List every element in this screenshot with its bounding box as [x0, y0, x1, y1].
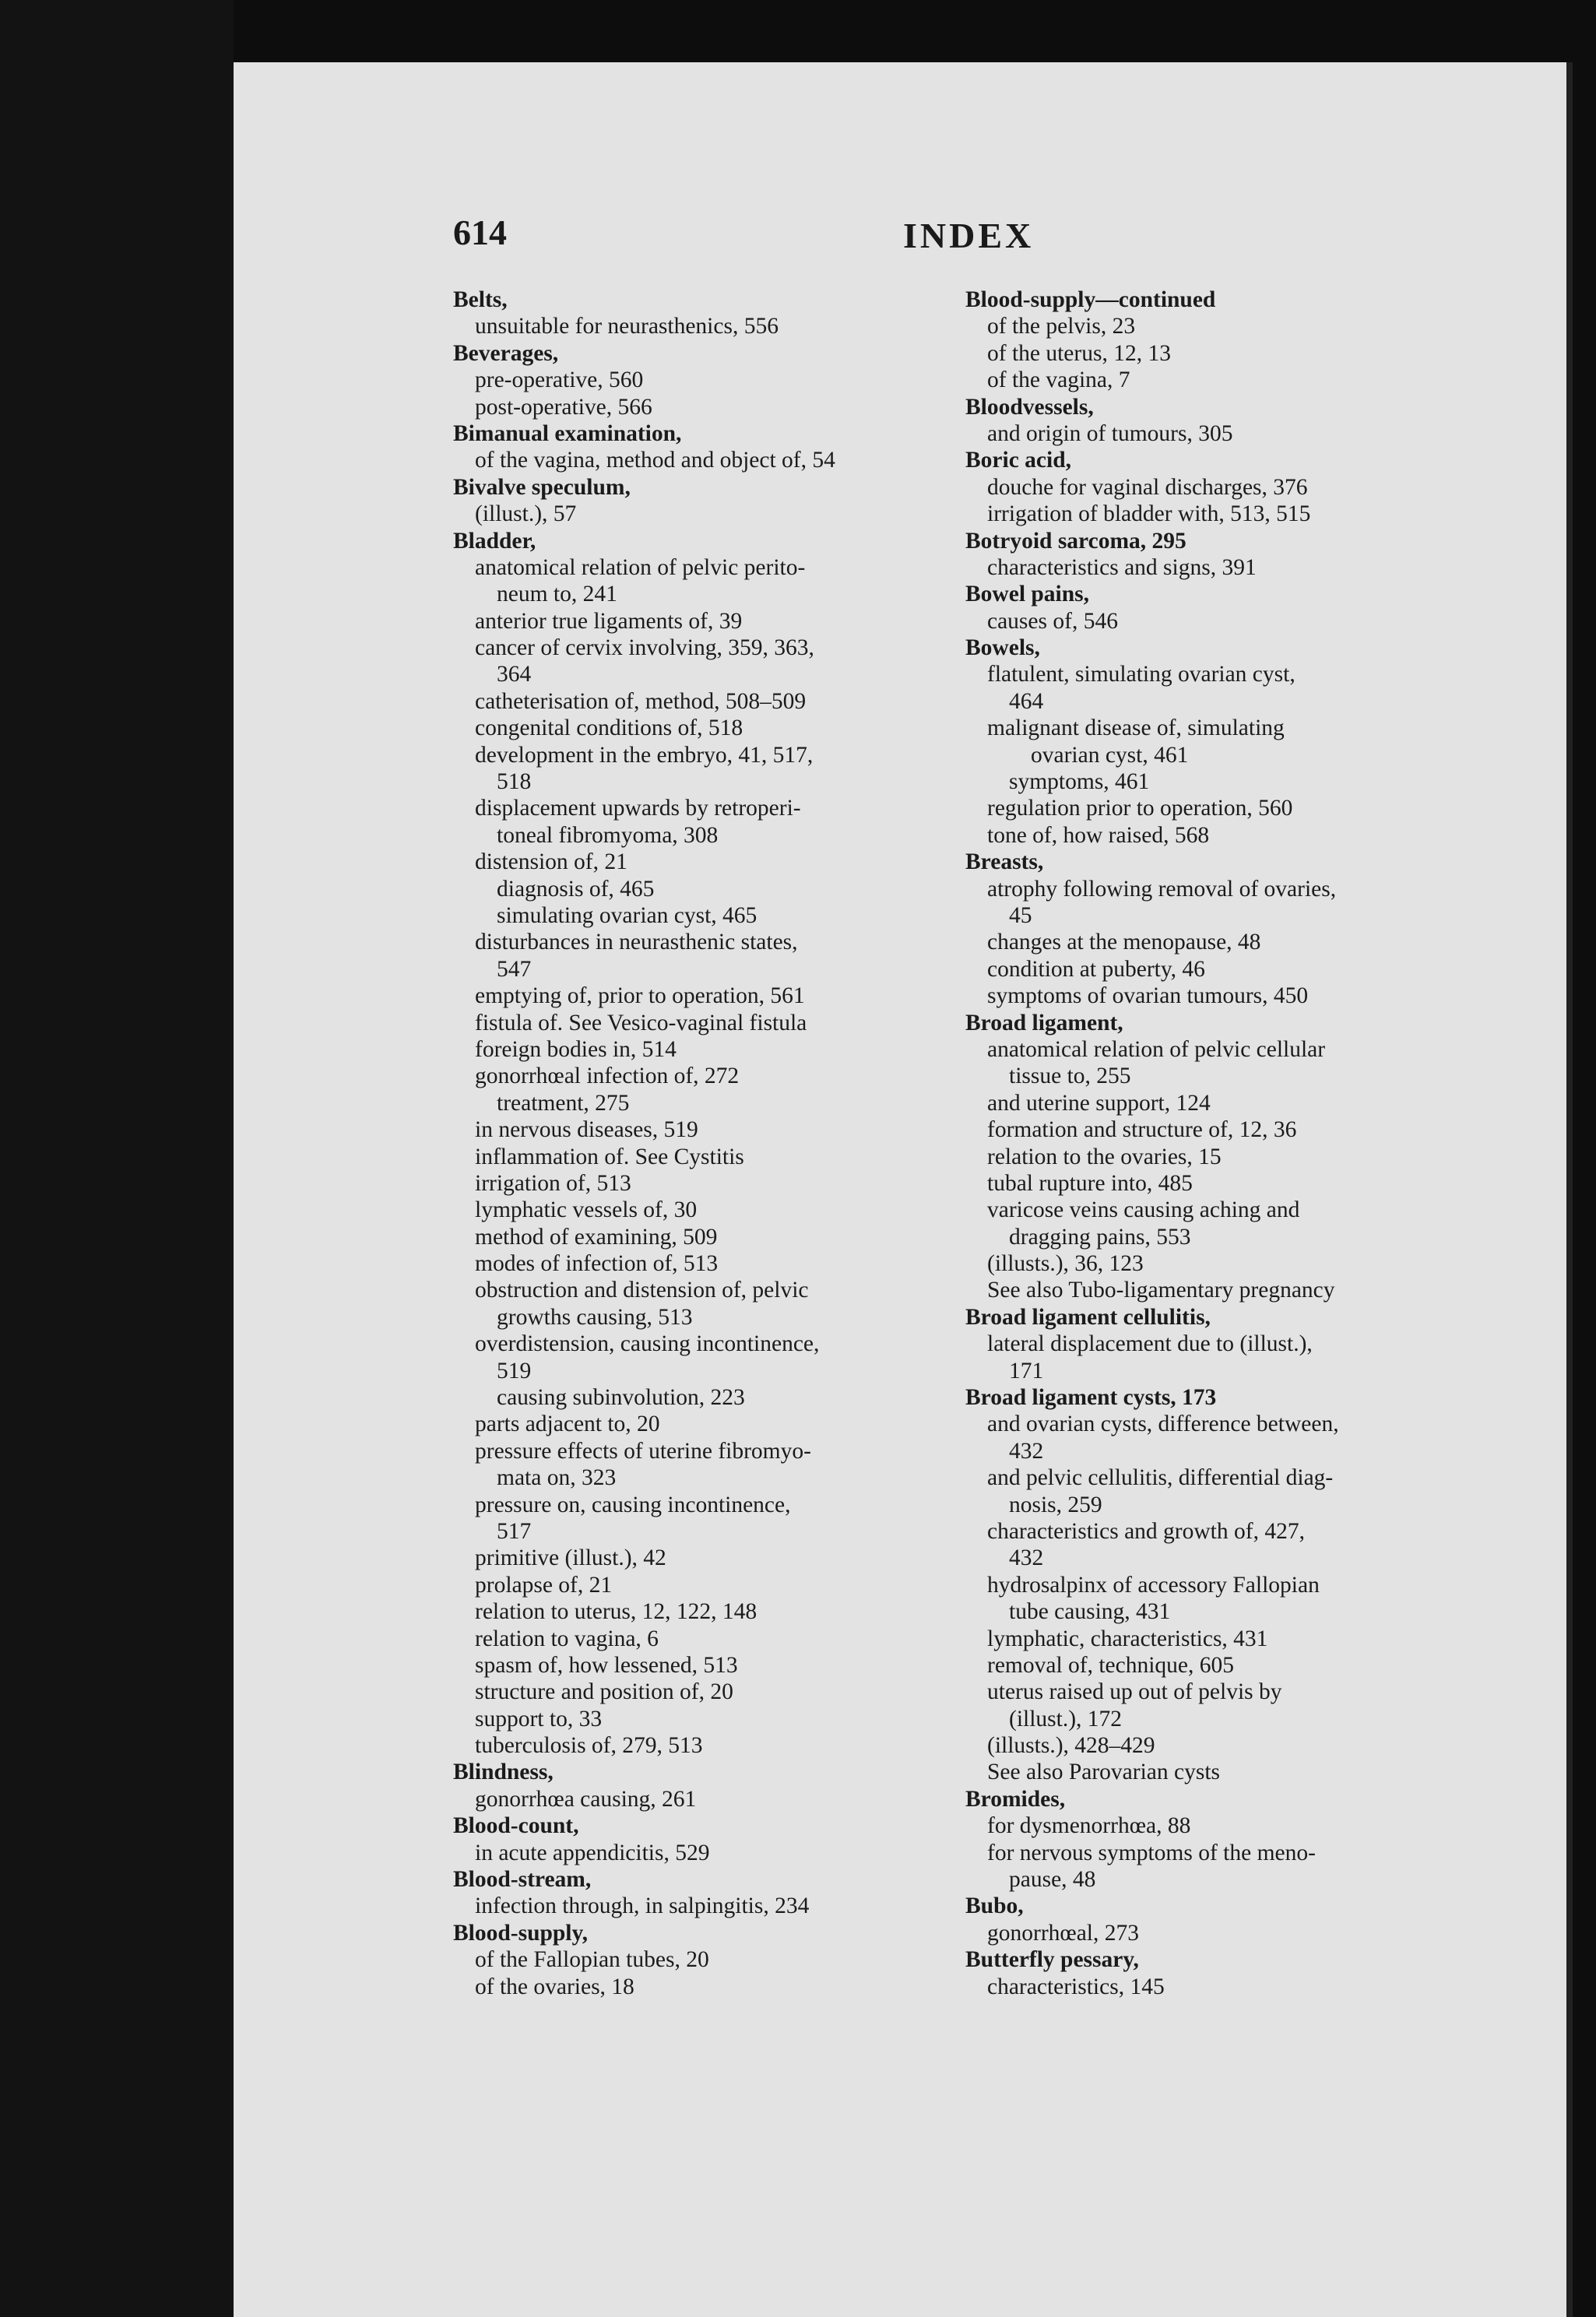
index-subentry: infection through, in salpingitis, 234	[475, 1893, 810, 1919]
index-subentry: of the vagina, method and object of, 54	[475, 448, 835, 473]
index-heading: Bivalve speculum,	[453, 474, 631, 500]
index-heading: Broad ligament,	[965, 1010, 1123, 1035]
index-subentry: spasm of, how lessened, 513	[475, 1652, 738, 1678]
index-subentry: formation and structure of, 12, 36	[987, 1117, 1297, 1143]
index-subentry: characteristics and growth of, 427,	[987, 1518, 1305, 1544]
index-subentry: (illust.), 172	[1009, 1706, 1123, 1732]
index-subentry: catheterisation of, method, 508–509	[475, 688, 807, 714]
index-subentry: disturbances in neurasthenic states,	[475, 930, 798, 955]
index-subentry: in nervous diseases, 519	[475, 1117, 698, 1143]
index-subentry: fistula of. See Vesico-vaginal fistula	[475, 1010, 807, 1035]
index-subentry: 432	[1009, 1545, 1044, 1571]
index-subentry: 364	[497, 662, 532, 687]
index-heading: Bimanual examination,	[453, 420, 682, 446]
index-subentry: mata on, 323	[497, 1465, 617, 1491]
index-subentry: growths causing, 513	[497, 1304, 693, 1330]
index-subentry: cancer of cervix involving, 359, 363,	[475, 635, 814, 661]
index-heading: Bladder,	[453, 528, 536, 554]
index-subentry: malignant disease of, simulating	[987, 715, 1285, 741]
page-number: 614	[453, 213, 507, 252]
book-page	[234, 62, 1573, 2317]
index-subentry: anterior true ligaments of, 39	[475, 608, 743, 634]
index-subentry: regulation prior to operation, 560	[987, 796, 1293, 821]
index-subentry: 464	[1009, 688, 1044, 714]
index-subentry: structure and position of, 20	[475, 1679, 733, 1705]
index-subentry: of the uterus, 12, 13	[987, 340, 1171, 366]
index-subentry: 547	[497, 956, 532, 982]
index-subentry: and ovarian cysts, difference between,	[987, 1412, 1339, 1437]
index-subentry: See also Tubo-ligamentary pregnancy	[987, 1278, 1335, 1303]
index-subentry: tubal rupture into, 485	[987, 1170, 1193, 1196]
index-column-left	[453, 287, 936, 2000]
index-subentry: nosis, 259	[1009, 1492, 1102, 1517]
index-heading: Botryoid sarcoma, 295	[965, 528, 1186, 554]
running-head: INDEX	[903, 216, 1035, 255]
index-subentry: gonorrhœal, 273	[987, 1920, 1139, 1946]
index-subentry: support to, 33	[475, 1706, 603, 1732]
index-subentry: tissue to, 255	[1009, 1064, 1131, 1089]
index-subentry: changes at the menopause, 48	[987, 930, 1261, 955]
index-subentry: development in the embryo, 41, 517,	[475, 742, 814, 768]
index-subentry: diagnosis of, 465	[497, 876, 655, 902]
index-subentry: in acute appendicitis, 529	[475, 1840, 710, 1865]
index-subentry: anatomical relation of pelvic cellular	[987, 1036, 1326, 1062]
index-subentry: modes of infection of, 513	[475, 1251, 719, 1277]
index-subentry: irrigation of bladder with, 513, 515	[987, 501, 1311, 527]
index-subentry: irrigation of, 513	[475, 1170, 631, 1196]
index-heading: Blood-supply,	[453, 1920, 588, 1946]
index-heading: Bloodvessels,	[965, 394, 1094, 420]
index-subentry: 518	[497, 769, 532, 795]
index-subentry: pressure effects of uterine fibromyo-	[475, 1438, 811, 1464]
index-subentry: foreign bodies in, 514	[475, 1036, 677, 1062]
index-heading: Broad ligament cysts, 173	[965, 1385, 1217, 1411]
index-subentry: douche for vaginal discharges, 376	[987, 474, 1308, 500]
index-heading: Blindness,	[453, 1760, 554, 1785]
index-subentry: (illusts.), 36, 123	[987, 1251, 1144, 1277]
index-subentry: emptying of, prior to operation, 561	[475, 983, 805, 1009]
index-heading: Belts,	[453, 287, 508, 312]
index-subentry: ovarian cyst, 461	[1031, 742, 1189, 768]
index-subentry: characteristics, 145	[987, 1974, 1165, 1999]
index-subentry: primitive (illust.), 42	[475, 1545, 666, 1571]
index-subentry: causes of, 546	[987, 608, 1118, 634]
index-subentry: of the vagina, 7	[987, 367, 1130, 393]
index-subentry: lymphatic vessels of, 30	[475, 1197, 698, 1223]
index-subentry: unsuitable for neurasthenics, 556	[475, 314, 779, 339]
index-heading: Bubo,	[965, 1893, 1024, 1919]
index-heading: Blood-count,	[453, 1813, 579, 1839]
index-subentry: symptoms, 461	[1009, 769, 1150, 795]
index-subentry: varicose veins causing aching and	[987, 1197, 1300, 1223]
index-subentry: and origin of tumours, 305	[987, 420, 1233, 446]
index-subentry: parts adjacent to, 20	[475, 1412, 660, 1437]
index-subentry: relation to the ovaries, 15	[987, 1144, 1222, 1169]
index-subentry: See also Parovarian cysts	[987, 1760, 1221, 1785]
index-heading: Breasts,	[965, 849, 1044, 875]
index-subentry: anatomical relation of pelvic perito-	[475, 554, 806, 580]
index-heading: Butterfly pessary,	[965, 1947, 1139, 1973]
index-subentry: gonorrhœa causing, 261	[475, 1786, 697, 1812]
index-subentry: pressure on, causing incontinence,	[475, 1492, 791, 1517]
index-subentry: hydrosalpinx of accessory Fallopian	[987, 1572, 1320, 1598]
index-subentry: (illust.), 57	[475, 501, 577, 527]
scan-border	[0, 0, 234, 2317]
index-subentry: condition at puberty, 46	[987, 956, 1205, 982]
index-subentry: distension of, 21	[475, 849, 628, 875]
index-subentry: symptoms of ovarian tumours, 450	[987, 983, 1309, 1009]
index-subentry: flatulent, simulating ovarian cyst,	[987, 662, 1295, 687]
index-heading: Blood-stream,	[453, 1867, 592, 1893]
index-heading: Boric acid,	[965, 448, 1072, 473]
index-subentry: displacement upwards by retroperi-	[475, 796, 801, 821]
index-subentry: 432	[1009, 1438, 1044, 1464]
index-subentry: uterus raised up out of pelvis by	[987, 1679, 1282, 1705]
index-subentry: (illusts.), 428–429	[987, 1733, 1155, 1759]
index-subentry: gonorrhœal infection of, 272	[475, 1064, 740, 1089]
index-column-right	[965, 287, 1487, 2000]
index-subentry: lymphatic, characteristics, 431	[987, 1626, 1268, 1651]
index-subentry: 171	[1009, 1358, 1044, 1384]
index-subentry: dragging pains, 553	[1009, 1224, 1191, 1250]
index-heading: Bowels,	[965, 635, 1040, 661]
index-subentry: relation to vagina, 6	[475, 1626, 659, 1651]
index-subentry: pause, 48	[1009, 1867, 1096, 1893]
index-subentry: causing subinvolution, 223	[497, 1385, 745, 1411]
index-subentry: and pelvic cellulitis, differential diag-	[987, 1465, 1334, 1491]
index-subentry: 517	[497, 1518, 532, 1544]
index-subentry: 519	[497, 1358, 532, 1384]
index-subentry: removal of, technique, 605	[987, 1652, 1235, 1678]
index-subentry: characteristics and signs, 391	[987, 554, 1257, 580]
index-heading: Bromides,	[965, 1786, 1066, 1812]
index-subentry: prolapse of, 21	[475, 1572, 613, 1598]
index-subentry: for nervous symptoms of the meno-	[987, 1840, 1316, 1865]
index-subentry: overdistension, causing incontinence,	[475, 1331, 820, 1357]
index-subentry: pre-operative, 560	[475, 367, 644, 393]
index-subentry: and uterine support, 124	[987, 1090, 1211, 1116]
index-subentry: of the pelvis, 23	[987, 314, 1136, 339]
index-subentry: of the ovaries, 18	[475, 1974, 635, 1999]
index-subentry: simulating ovarian cyst, 465	[497, 902, 758, 928]
index-subentry: method of examining, 509	[475, 1224, 718, 1250]
index-subentry: congenital conditions of, 518	[475, 715, 744, 741]
index-subentry: treatment, 275	[497, 1090, 630, 1116]
index-subentry: of the Fallopian tubes, 20	[475, 1947, 709, 1973]
index-subentry: for dysmenorrhœa, 88	[987, 1813, 1191, 1839]
index-subentry: tuberculosis of, 279, 513	[475, 1733, 703, 1759]
index-subentry: toneal fibromyoma, 308	[497, 822, 719, 848]
index-subentry: inflammation of. See Cystitis	[475, 1144, 744, 1169]
index-subentry: tube causing, 431	[1009, 1599, 1171, 1625]
index-subentry: obstruction and distension of, pelvic	[475, 1278, 809, 1303]
index-subentry: atrophy following removal of ovaries,	[987, 876, 1337, 902]
index-subentry: neum to, 241	[497, 582, 617, 607]
index-heading: Bowel pains,	[965, 582, 1090, 607]
index-heading: Blood-supply—continued	[965, 287, 1216, 312]
index-subentry: post-operative, 566	[475, 394, 652, 420]
index-subentry: relation to uterus, 12, 122, 148	[475, 1599, 758, 1625]
index-heading: Broad ligament cellulitis,	[965, 1304, 1211, 1330]
index-subentry: tone of, how raised, 568	[987, 822, 1210, 848]
index-subentry: lateral displacement due to (illust.),	[987, 1331, 1313, 1357]
index-subentry: 45	[1009, 902, 1032, 928]
index-heading: Beverages,	[453, 340, 559, 366]
